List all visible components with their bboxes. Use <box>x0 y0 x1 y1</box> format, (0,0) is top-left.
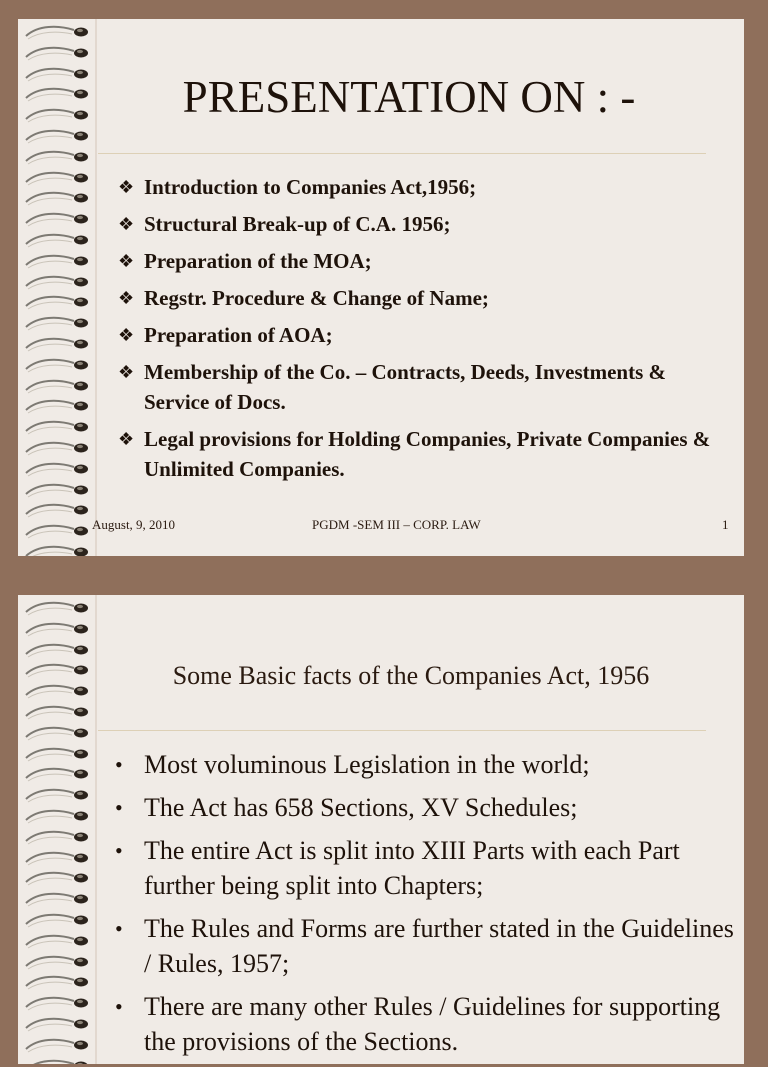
spiral-ring <box>24 333 104 354</box>
list-item-text: There are many other Rules / Guidelines for supporting the provisions of the Sections. <box>144 992 721 1056</box>
list-item <box>118 172 718 202</box>
spiral-ring <box>24 187 104 208</box>
diamond-bullet-icon: ❖ <box>118 288 135 308</box>
bullet-icon: • <box>115 994 123 1019</box>
bullet-list <box>118 172 718 491</box>
list-item <box>118 283 718 313</box>
diamond-bullet-icon: ❖ <box>118 177 135 197</box>
spiral-ring <box>24 458 104 479</box>
spiral-ring <box>24 971 104 992</box>
spiral-ring <box>24 437 104 458</box>
list-item <box>118 246 718 276</box>
bullet-list <box>115 747 735 1067</box>
spiral-binding-icon <box>24 595 104 1064</box>
bullet-icon: • <box>115 838 123 863</box>
list-item <box>115 747 735 782</box>
list-item-text: Structural Break-up of C.A. 1956; <box>144 212 451 236</box>
slide-2 <box>0 575 768 1056</box>
spiral-ring <box>24 395 104 416</box>
spiral-ring <box>24 208 104 229</box>
title-divider <box>98 730 706 731</box>
spiral-ring <box>24 167 104 188</box>
slide-paper <box>18 595 744 1064</box>
spiral-ring <box>24 930 104 951</box>
spiral-ring <box>24 951 104 972</box>
spiral-ring <box>24 805 104 826</box>
list-item-text: Preparation of the MOA; <box>144 249 372 273</box>
list-item <box>115 833 735 903</box>
spiral-ring <box>24 229 104 250</box>
spiral-ring <box>24 722 104 743</box>
slide-title: PRESENTATION ON : - <box>182 72 636 122</box>
spiral-ring <box>24 701 104 722</box>
footer-course: PGDM -SEM III – CORP. LAW <box>312 517 481 532</box>
spiral-ring <box>24 1034 104 1055</box>
spiral-ring <box>24 618 104 639</box>
list-item <box>115 911 735 981</box>
list-item <box>115 989 735 1059</box>
spiral-ring <box>24 743 104 764</box>
spiral-ring <box>24 250 104 271</box>
footer-date: August, 9, 2010 <box>92 517 176 532</box>
spiral-ring <box>24 659 104 680</box>
list-item-text: Introduction to Companies Act,1956; <box>144 175 477 199</box>
diamond-bullet-icon: ❖ <box>118 429 135 449</box>
spiral-ring <box>24 146 104 167</box>
spiral-ring <box>24 83 104 104</box>
list-item-text: Regstr. Procedure & Change of Name; <box>144 286 489 310</box>
spiral-ring <box>24 763 104 784</box>
spiral-ring <box>24 541 104 556</box>
slide-title: Some Basic facts of the Companies Act, 1956 <box>172 661 650 690</box>
spiral-ring <box>24 312 104 333</box>
spiral-ring <box>24 354 104 375</box>
spiral-ring <box>24 104 104 125</box>
spiral-ring <box>24 888 104 909</box>
spiral-ring <box>24 416 104 437</box>
bullet-icon: • <box>115 916 123 941</box>
diamond-bullet-icon: ❖ <box>118 362 135 382</box>
diamond-bullet-icon: ❖ <box>118 251 135 271</box>
slide-number: 1 <box>722 517 729 532</box>
spiral-ring <box>24 784 104 805</box>
spiral-ring <box>24 847 104 868</box>
title-divider <box>98 153 706 154</box>
spiral-ring <box>24 992 104 1013</box>
spiral-ring <box>24 63 104 84</box>
spiral-ring <box>24 21 104 42</box>
list-item <box>118 357 718 417</box>
list-item-text: The entire Act is split into XIII Parts with each Part further being split into Chapters; <box>144 836 680 900</box>
list-item <box>118 209 718 239</box>
spiral-ring <box>24 479 104 500</box>
spiral-ring <box>24 867 104 888</box>
spiral-ring <box>24 826 104 847</box>
spiral-ring <box>24 680 104 701</box>
spiral-ring <box>24 125 104 146</box>
spiral-ring <box>24 375 104 396</box>
spiral-ring <box>24 271 104 292</box>
list-item-text: Membership of the Co. – Contracts, Deeds, Investments & Service of Docs. <box>144 360 667 414</box>
spiral-ring <box>24 1055 104 1064</box>
diamond-bullet-icon: ❖ <box>118 325 135 345</box>
list-item-text: Preparation of AOA; <box>144 323 333 347</box>
spiral-ring <box>24 42 104 63</box>
list-item-text: Legal provisions for Holding Companies, Private Companies & Unlimited Companies. <box>144 427 711 481</box>
spiral-ring <box>24 639 104 660</box>
slide-paper <box>18 19 744 556</box>
list-item-text: The Act has 658 Sections, XV Schedules; <box>144 793 578 822</box>
bullet-icon: • <box>115 795 123 820</box>
list-item-text: The Rules and Forms are further stated in the Guidelines / Rules, 1957; <box>144 914 734 978</box>
spiral-ring <box>24 291 104 312</box>
spiral-ring <box>24 597 104 618</box>
list-item <box>115 790 735 825</box>
list-item-text: Most voluminous Legislation in the world; <box>144 750 590 779</box>
spiral-ring <box>24 909 104 930</box>
diamond-bullet-icon: ❖ <box>118 214 135 234</box>
list-item <box>118 320 718 350</box>
bullet-icon: • <box>115 752 123 777</box>
list-item <box>118 424 718 484</box>
spiral-binding-icon <box>24 19 104 556</box>
